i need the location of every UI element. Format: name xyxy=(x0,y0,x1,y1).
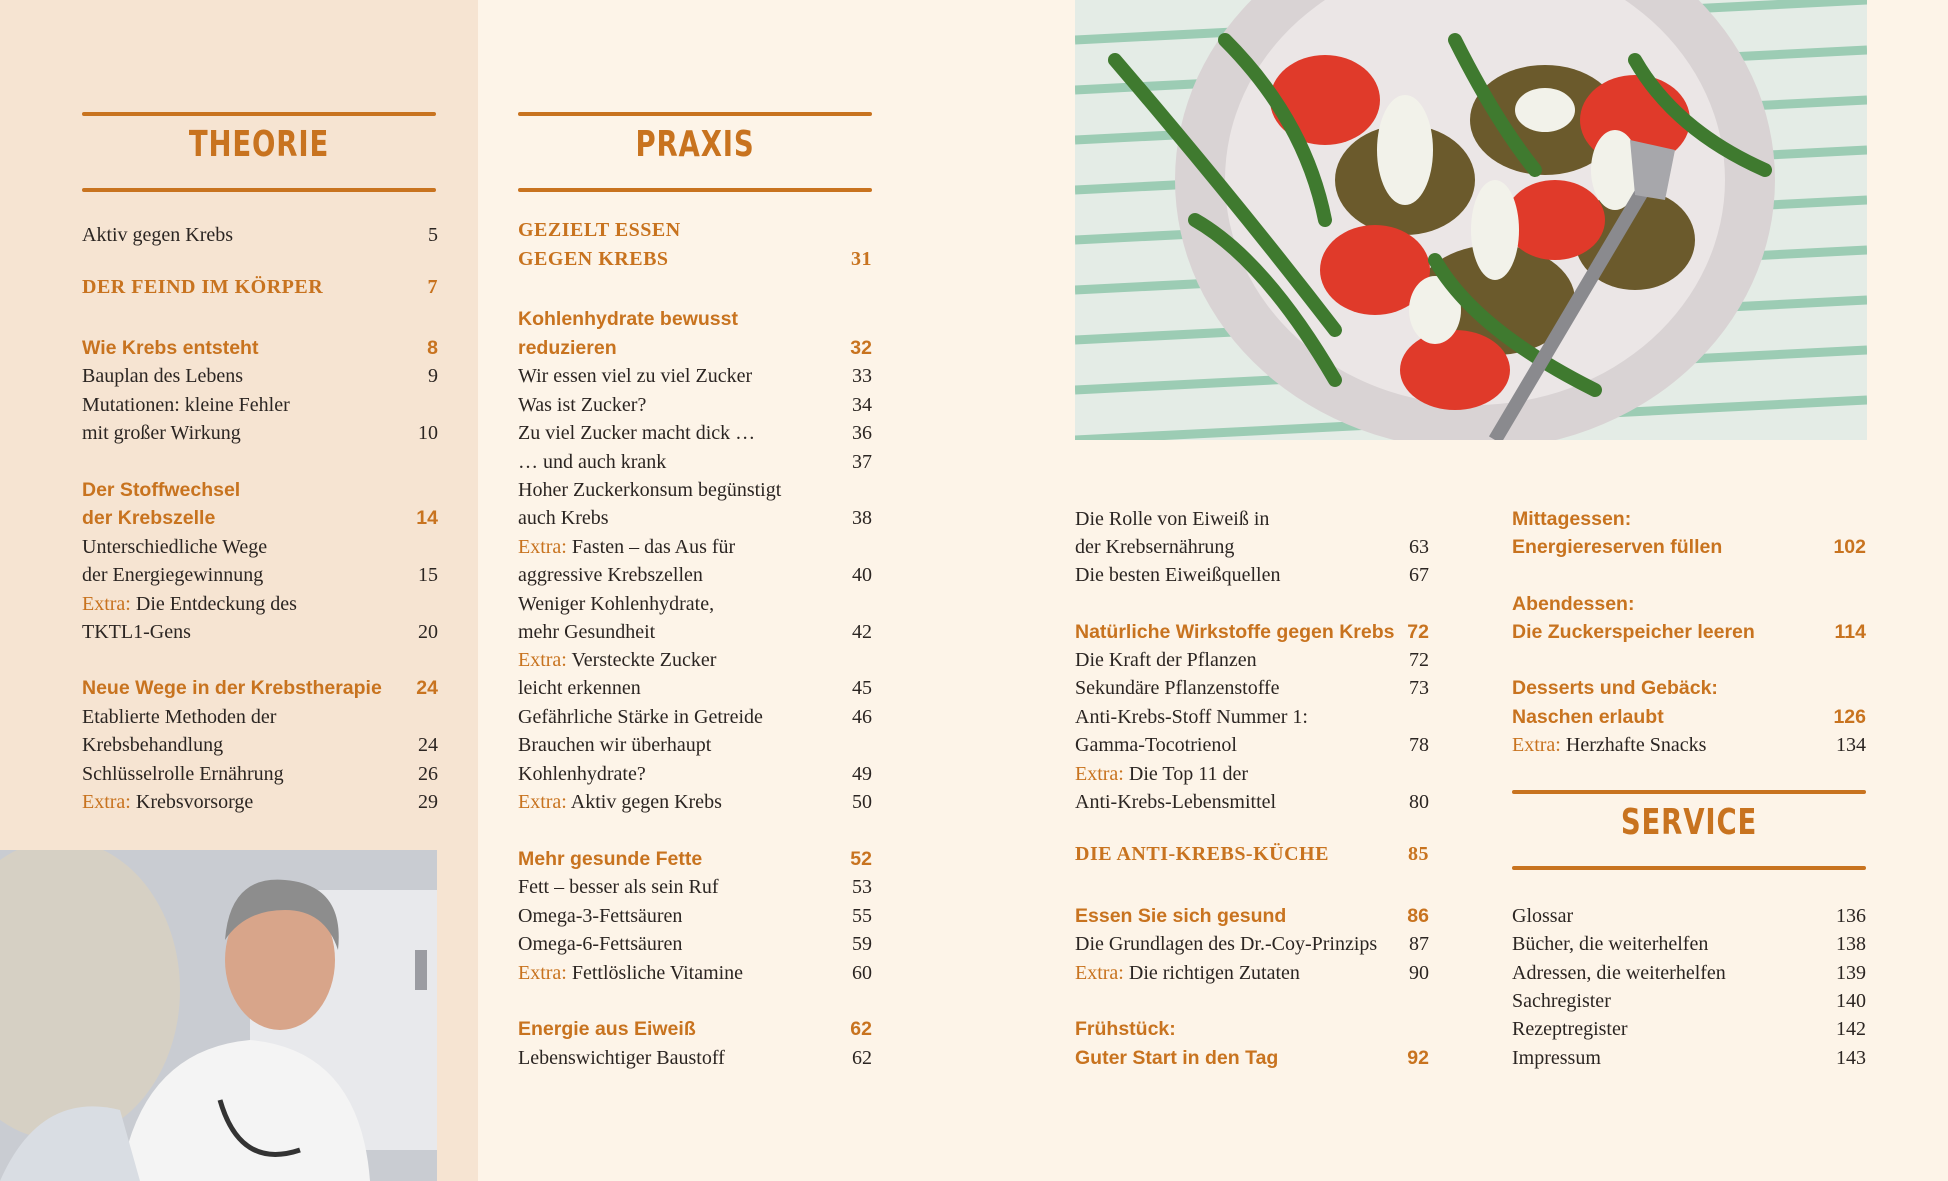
toc-entry: Impressum 143 xyxy=(1512,1047,1866,1069)
toc-entry: Zu viel Zucker macht dick … 36 xyxy=(518,422,872,444)
toc-section-heading: GEZIELT ESSEN xyxy=(518,219,681,241)
toc-subheading: Naschen erlaubt 126 xyxy=(1512,706,1866,728)
toc-section-heading: DER FEIND IM KÖRPER 7 xyxy=(82,276,438,298)
toc-subheading: Die Zuckerspeicher leeren 114 xyxy=(1512,621,1866,643)
toc-entry: Die Rolle von Eiweiß in xyxy=(1075,508,1270,530)
toc-entry: Bücher, die weiterhelfen 138 xyxy=(1512,933,1866,955)
toc-entry: Anti-Krebs-Stoff Nummer 1: xyxy=(1075,706,1308,728)
toc-subheading: Energie aus Eiweiß 62 xyxy=(518,1018,872,1040)
section-title-theorie: THEORIE xyxy=(188,124,330,165)
toc-entry: Unterschiedliche Wege xyxy=(82,536,268,558)
section-title-service: SERVICE xyxy=(1620,802,1758,843)
toc-subheading: Mittagessen: xyxy=(1512,508,1632,530)
toc-subheading: reduzieren 32 xyxy=(518,337,872,359)
toc-entry: Brauchen wir überhaupt xyxy=(518,734,712,756)
toc-entry: Gamma-Tocotrienol 78 xyxy=(1075,734,1429,756)
toc-entry: Wir essen viel zu viel Zucker 33 xyxy=(518,365,872,387)
toc-entry: mit großer Wirkung 10 xyxy=(82,422,438,444)
toc-subheading: Guter Start in den Tag 92 xyxy=(1075,1047,1429,1069)
toc-column-2 xyxy=(518,0,872,1181)
toc-extra-entry: Extra: Fettlösliche Vitamine 60 xyxy=(518,962,872,984)
toc-entry: Die besten Eiweißquellen 67 xyxy=(1075,564,1429,586)
toc-entry: der Krebsernährung 63 xyxy=(1075,536,1429,558)
toc-entry: der Energiegewinnung 15 xyxy=(82,564,438,586)
toc-subheading: Abendessen: xyxy=(1512,593,1635,615)
toc-entry: Rezeptregister 142 xyxy=(1512,1018,1866,1040)
toc-extra-entry: Extra: Herzhafte Snacks 134 xyxy=(1512,734,1866,756)
toc-entry: TKTL1-Gens 20 xyxy=(82,621,438,643)
toc-subheading: Essen Sie sich gesund 86 xyxy=(1075,905,1429,927)
toc-subheading: Natürliche Wirkstoffe gegen Krebs 72 xyxy=(1075,621,1429,643)
toc-entry: Schlüsselrolle Ernährung 26 xyxy=(82,763,438,785)
toc-subheading: Frühstück: xyxy=(1075,1018,1176,1040)
toc-entry: Mutationen: kleine Fehler xyxy=(82,394,290,416)
toc-subheading: Energiereserven füllen 102 xyxy=(1512,536,1866,558)
toc-entry: Bauplan des Lebens 9 xyxy=(82,365,438,387)
toc-entry: Weniger Kohlenhydrate, xyxy=(518,593,715,615)
toc-entry: Sachregister 140 xyxy=(1512,990,1866,1012)
toc-extra-entry: Extra: Versteckte Zucker xyxy=(518,649,717,671)
toc-extra-entry: Extra: Krebsvorsorge 29 xyxy=(82,791,438,813)
toc-entry: Sekundäre Pflanzenstoffe 73 xyxy=(1075,677,1429,699)
section-title-praxis: PRAXIS xyxy=(635,124,755,165)
toc-entry: Die Kraft der Pflanzen 72 xyxy=(1075,649,1429,671)
toc-extra-entry: Extra: Die richtigen Zutaten 90 xyxy=(1075,962,1429,984)
toc-entry: Omega-3-Fettsäuren 55 xyxy=(518,905,872,927)
toc-subheading: Mehr gesunde Fette 52 xyxy=(518,848,872,870)
toc-entry: Glossar 136 xyxy=(1512,905,1866,927)
toc-entry: mehr Gesundheit 42 xyxy=(518,621,872,643)
toc-entry: Kohlenhydrate? 49 xyxy=(518,763,872,785)
toc-extra-entry: Extra: Aktiv gegen Krebs 50 xyxy=(518,791,872,813)
toc-subheading: Desserts und Gebäck: xyxy=(1512,677,1718,699)
toc-entry: auch Krebs 38 xyxy=(518,507,872,529)
toc-entry: … und auch krank 37 xyxy=(518,451,872,473)
toc-section-heading: DIE ANTI-KREBS-KÜCHE 85 xyxy=(1075,843,1429,865)
toc-entry: Omega-6-Fettsäuren 59 xyxy=(518,933,872,955)
toc-subheading: Neue Wege in der Krebstherapie 24 xyxy=(82,677,438,699)
toc-subheading: der Krebszelle 14 xyxy=(82,507,438,529)
toc-entry: Gefährliche Stärke in Getreide 46 xyxy=(518,706,872,728)
toc-entry: aggressive Krebszellen 40 xyxy=(518,564,872,586)
toc-entry: Etablierte Methoden der xyxy=(82,706,277,728)
toc-subheading: Der Stoffwechsel xyxy=(82,479,241,501)
toc-entry: Was ist Zucker? 34 xyxy=(518,394,872,416)
toc-column-1 xyxy=(82,0,438,1181)
toc-subheading: Wie Krebs entsteht 8 xyxy=(82,337,438,359)
toc-column-4 xyxy=(1512,0,1866,1181)
toc-entry: Krebsbehandlung 24 xyxy=(82,734,438,756)
toc-section-heading: GEGEN KREBS 31 xyxy=(518,248,872,270)
toc-entry: Fett – besser als sein Ruf 53 xyxy=(518,876,872,898)
toc-extra-entry: Extra: Die Top 11 der xyxy=(1075,763,1249,785)
toc-entry: Hoher Zuckerkonsum begünstigt xyxy=(518,479,782,501)
toc-subheading: Kohlenhydrate bewusst xyxy=(518,308,738,330)
toc-entry: Adressen, die weiterhelfen 139 xyxy=(1512,962,1866,984)
toc-entry: leicht erkennen 45 xyxy=(518,677,872,699)
toc-extra-entry: Extra: Fasten – das Aus für xyxy=(518,536,736,558)
toc-entry: Anti-Krebs-Lebensmittel 80 xyxy=(1075,791,1429,813)
toc-extra-entry: Extra: Die Entdeckung des xyxy=(82,593,297,615)
toc-entry: Lebenswichtiger Baustoff 62 xyxy=(518,1047,872,1069)
toc-entry: Die Grundlagen des Dr.-Coy-Prinzips 87 xyxy=(1075,933,1429,955)
toc-entry: Aktiv gegen Krebs 5 xyxy=(82,224,438,246)
toc-column-3 xyxy=(1075,0,1429,1181)
